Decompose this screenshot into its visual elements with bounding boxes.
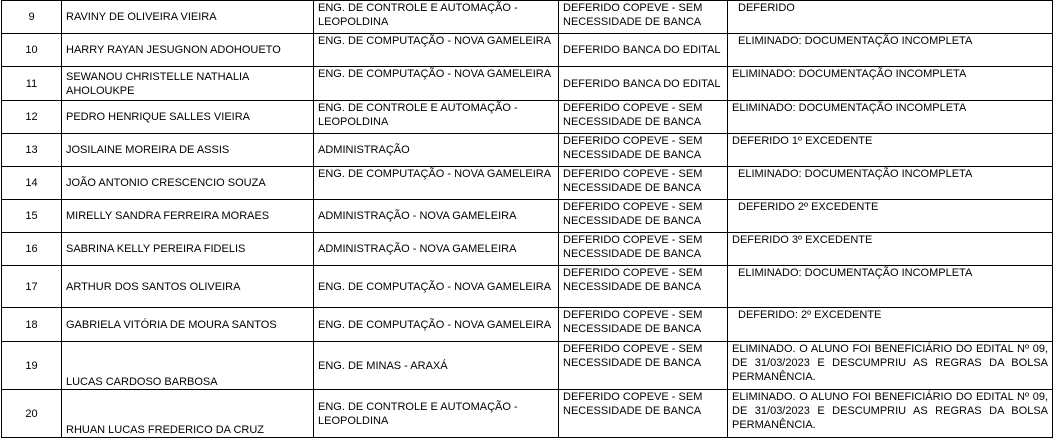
- course-name: ENG. DE COMPUTAÇÃO - NOVA GAMELEIRA: [314, 34, 559, 67]
- student-name: GABRIELA VITÓRIA DE MOURA SANTOS: [62, 308, 314, 342]
- status-text: DEFERIDO COPEVE - SEM NECESSIDADE DE BANCA: [559, 1, 728, 34]
- status-text: DEFERIDO COPEVE - SEM NECESSIDADE DE BANCA: [559, 342, 728, 390]
- result-text: ELIMINADO: DOCUMENTAÇÃO INCOMPLETA: [728, 34, 1053, 67]
- status-text: DEFERIDO COPEVE - SEM NECESSIDADE DE BANCA: [559, 167, 728, 200]
- status-text: DEFERIDO COPEVE - SEM NECESSIDADE DE BANCA: [559, 200, 728, 233]
- student-name: JOSILAINE MOREIRA DE ASSIS: [62, 134, 314, 167]
- student-name: LUCAS CARDOSO BARBOSA: [62, 342, 314, 390]
- row-number: 12: [2, 101, 62, 134]
- course-name: ENG. DE CONTROLE E AUTOMAÇÃO - LEOPOLDINA: [314, 1, 559, 34]
- status-text: DEFERIDO COPEVE - SEM NECESSIDADE DE BANCA: [559, 390, 728, 438]
- table-row: [2, 134, 1053, 167]
- result-text: DEFERIDO 3º EXCEDENTE: [728, 233, 1053, 266]
- result-text: DEFERIDO: 2º EXCEDENTE: [728, 308, 1053, 342]
- result-text: ELIMINADO. O ALUNO FOI BENEFICIÁRIO DO EDITAL Nº 09, DE 31/03/2023 E DESCUMPRIU AS REGRAS DA BOLSA PERMANÊNCIA.: [728, 342, 1053, 390]
- table-row: [2, 200, 1053, 233]
- result-text: DEFERIDO: [728, 1, 1053, 34]
- row-number: 13: [2, 134, 62, 167]
- status-text: DEFERIDO BANCA DO EDITAL: [559, 34, 728, 67]
- result-text: DEFERIDO 2º EXCEDENTE: [728, 200, 1053, 233]
- table-row: [2, 167, 1053, 200]
- result-text: ELIMINADO. O ALUNO FOI BENEFICIÁRIO DO EDITAL Nº 09, DE 31/03/2023 E DESCUMPRIU AS REGRAS DA BOLSA PERMANÊNCIA.: [728, 390, 1053, 438]
- row-number: 9: [2, 1, 62, 34]
- row-number: 10: [2, 34, 62, 67]
- status-text: DEFERIDO COPEVE - SEM NECESSIDADE DE BANCA: [559, 101, 728, 134]
- table-row: [2, 342, 1053, 390]
- course-name: ENG. DE COMPUTAÇÃO - NOVA GAMELEIRA: [314, 67, 559, 101]
- result-text: ELIMINADO: DOCUMENTAÇÃO INCOMPLETA: [728, 266, 1053, 308]
- table-row: [2, 233, 1053, 266]
- status-text: DEFERIDO COPEVE - SEM NECESSIDADE DE BANCA: [559, 134, 728, 167]
- course-name: ADMINISTRAÇÃO - NOVA GAMELEIRA: [314, 233, 559, 266]
- status-text: DEFERIDO COPEVE - SEM NECESSIDADE DE BANCA: [559, 266, 728, 308]
- row-number: 14: [2, 167, 62, 200]
- course-name: ENG. DE COMPUTAÇÃO - NOVA GAMELEIRA: [314, 167, 559, 200]
- student-name: MIRELLY SANDRA FERREIRA MORAES: [62, 200, 314, 233]
- result-text: ELIMINADO: DOCUMENTAÇÃO INCOMPLETA: [728, 67, 1053, 101]
- result-text: ELIMINADO: DOCUMENTAÇÃO INCOMPLETA: [728, 167, 1053, 200]
- student-name: PEDRO HENRIQUE SALLES VIEIRA: [62, 101, 314, 134]
- result-text: DEFERIDO 1º EXCEDENTE: [728, 134, 1053, 167]
- row-number: 17: [2, 266, 62, 308]
- row-number: 16: [2, 233, 62, 266]
- student-name: JOÃO ANTONIO CRESCENCIO SOUZA: [62, 167, 314, 200]
- course-name: ENG. DE MINAS - ARAXÁ: [314, 342, 559, 390]
- row-number: 11: [2, 67, 62, 101]
- status-text: DEFERIDO BANCA DO EDITAL: [559, 67, 728, 101]
- course-name: ADMINISTRAÇÃO: [314, 134, 559, 167]
- row-number: 15: [2, 200, 62, 233]
- table-row: [2, 308, 1053, 342]
- course-name: ENG. DE COMPUTAÇÃO - NOVA GAMELEIRA: [314, 266, 559, 308]
- student-name: HARRY RAYAN JESUGNON ADOHOUETO: [62, 34, 314, 67]
- course-name: ENG. DE CONTROLE E AUTOMAÇÃO - LEOPOLDINA: [314, 101, 559, 134]
- table-row: [2, 266, 1053, 308]
- status-text: DEFERIDO COPEVE - SEM NECESSIDADE DE BANCA: [559, 308, 728, 342]
- table-row: [2, 67, 1053, 101]
- student-name: RAVINY DE OLIVEIRA VIEIRA: [62, 1, 314, 34]
- result-text: ELIMINADO: DOCUMENTAÇÃO INCOMPLETA: [728, 101, 1053, 134]
- student-name: SABRINA KELLY PEREIRA FIDELIS: [62, 233, 314, 266]
- results-table: [1, 0, 1053, 438]
- table-row: [2, 34, 1053, 67]
- student-name: ARTHUR DOS SANTOS OLIVEIRA: [62, 266, 314, 308]
- student-name: RHUAN LUCAS FREDERICO DA CRUZ: [62, 390, 314, 438]
- table-row: [2, 390, 1053, 438]
- row-number: 19: [2, 342, 62, 390]
- table-row: [2, 101, 1053, 134]
- course-name: ADMINISTRAÇÃO - NOVA GAMELEIRA: [314, 200, 559, 233]
- table-row: [2, 1, 1053, 34]
- row-number: 18: [2, 308, 62, 342]
- course-name: ENG. DE CONTROLE E AUTOMAÇÃO - LEOPOLDINA: [314, 390, 559, 438]
- course-name: ENG. DE COMPUTAÇÃO - NOVA GAMELEIRA: [314, 308, 559, 342]
- status-text: DEFERIDO COPEVE - SEM NECESSIDADE DE BANCA: [559, 233, 728, 266]
- row-number: 20: [2, 390, 62, 438]
- student-name: SEWANOU CHRISTELLE NATHALIA AHOLOUKPE: [62, 67, 314, 101]
